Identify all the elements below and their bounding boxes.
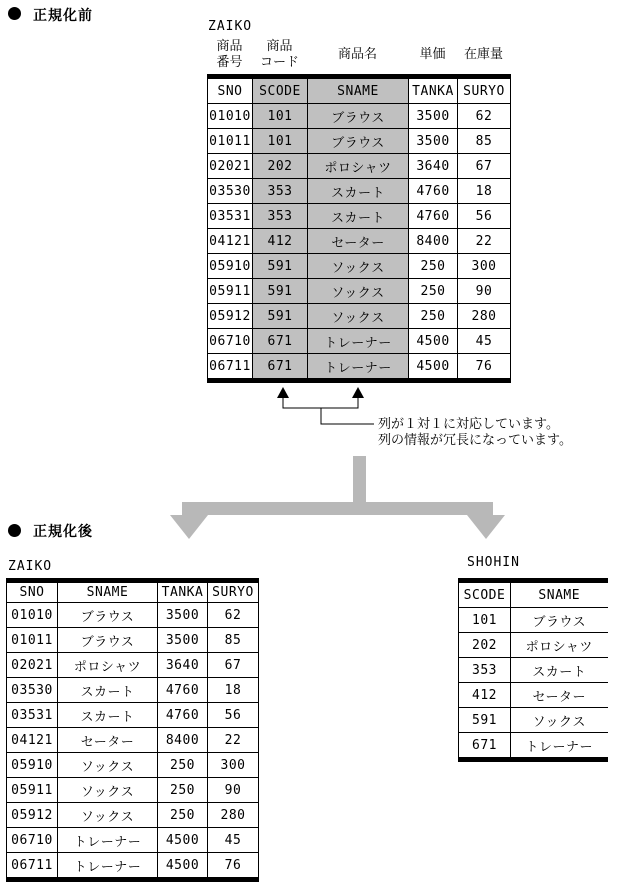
zaiko-before-grid	[207, 78, 511, 378]
table-cell: 45	[458, 329, 511, 354]
table-cell: 04121	[7, 728, 58, 753]
table-cell: スカート	[511, 658, 608, 683]
table-cell: 05912	[7, 803, 58, 828]
table-cell: ソックス	[308, 254, 409, 279]
table-cell: 85	[208, 628, 259, 653]
table-cell: スカート	[58, 703, 158, 728]
table-cell: 300	[458, 254, 511, 279]
table-cell: 62	[458, 104, 511, 129]
table-cell: 67	[458, 154, 511, 179]
table-cell: 8400	[158, 728, 208, 753]
table-cell: 4500	[409, 329, 458, 354]
table-cell: ソックス	[58, 778, 158, 803]
table-cell: 671	[253, 354, 308, 379]
table-cell: 412	[253, 229, 308, 254]
table-cell: 3500	[409, 129, 458, 154]
table-row	[7, 828, 259, 853]
table-cell: ソックス	[58, 753, 158, 778]
column-header: SNO	[7, 583, 58, 603]
table-cell: 280	[458, 304, 511, 329]
table-cell: 4760	[409, 179, 458, 204]
table-cell: 01011	[208, 129, 253, 154]
annotation-line-1: 列が１対１に対応しています。	[378, 417, 559, 432]
table-row	[208, 179, 511, 204]
table-cell: 3500	[158, 628, 208, 653]
table-row	[459, 608, 608, 633]
table-row	[208, 279, 511, 304]
table-cell: ブラウス	[308, 104, 409, 129]
table-cell: 18	[208, 678, 259, 703]
table-cell: スカート	[308, 204, 409, 229]
table-cell: 03530	[7, 678, 58, 703]
table-cell: 250	[158, 803, 208, 828]
table-cell: トレーナー	[308, 329, 409, 354]
table-cell: 4760	[409, 204, 458, 229]
table-cell: 03531	[208, 204, 253, 229]
table-cell: 90	[458, 279, 511, 304]
table-cell: 101	[253, 129, 308, 154]
table-cell: 67	[208, 653, 259, 678]
column-header: TANKA	[409, 79, 458, 104]
table-cell: 101	[459, 608, 511, 633]
table-cell: 591	[253, 254, 308, 279]
table-cell: 02021	[7, 653, 58, 678]
table-row	[7, 653, 259, 678]
table-cell: 06710	[208, 329, 253, 354]
table-cell: 62	[208, 603, 259, 628]
table-row	[208, 254, 511, 279]
table-cell: 56	[458, 204, 511, 229]
column-pointer-arrows-icon	[277, 387, 374, 424]
table-cell: 05911	[208, 279, 253, 304]
header-row	[459, 583, 608, 608]
table-cell: 85	[458, 129, 511, 154]
table-cell: トレーナー	[511, 733, 608, 758]
table-cell: 05910	[7, 753, 58, 778]
table-cell: 250	[409, 279, 458, 304]
table-cell: 250	[409, 304, 458, 329]
table-cell: 3640	[409, 154, 458, 179]
table-row	[7, 778, 259, 803]
zaiko-before-table	[207, 74, 511, 383]
table-cell: ポロシャツ	[58, 653, 158, 678]
jp-header-line: 在庫量	[463, 47, 503, 62]
table-row	[7, 603, 259, 628]
column-header: SNO	[208, 79, 253, 104]
table-row	[459, 683, 608, 708]
table-name-zaiko-before: ZAIKO	[208, 19, 253, 34]
table-cell: 353	[253, 204, 308, 229]
table-cell: 671	[459, 733, 511, 758]
table-cell: 4500	[409, 354, 458, 379]
table-cell: 300	[208, 753, 259, 778]
table-cell: 4500	[158, 853, 208, 878]
jp-header-sno	[207, 39, 252, 71]
table-cell: 202	[459, 633, 511, 658]
table-cell: ソックス	[308, 304, 409, 329]
table-cell: スカート	[308, 179, 409, 204]
table-cell: ソックス	[58, 803, 158, 828]
table-cell: トレーナー	[308, 354, 409, 379]
table-cell: 04121	[208, 229, 253, 254]
table-cell: セーター	[511, 683, 608, 708]
column-header: SNAME	[58, 583, 158, 603]
table-cell: 591	[253, 304, 308, 329]
table-cell: ポロシャツ	[308, 154, 409, 179]
table-cell: ブラウス	[58, 628, 158, 653]
table-cell: 591	[253, 279, 308, 304]
table-cell: 05911	[7, 778, 58, 803]
table-cell: 03530	[208, 179, 253, 204]
table-cell: ソックス	[308, 279, 409, 304]
table-cell: 18	[458, 179, 511, 204]
table-cell: 591	[459, 708, 511, 733]
jp-header-line: 商品	[216, 39, 243, 54]
table-name-zaiko-after: ZAIKO	[8, 559, 53, 574]
header-row	[208, 79, 511, 104]
table-cell: 45	[208, 828, 259, 853]
annotation-line-2: 列の情報が冗長になっています。	[378, 433, 572, 448]
header-row	[7, 583, 259, 603]
jp-header-tanka	[408, 47, 457, 63]
table-cell: 3640	[158, 653, 208, 678]
table-cell: スカート	[58, 678, 158, 703]
section-title-after: 正規化後	[33, 524, 93, 540]
table-row	[208, 229, 511, 254]
table-cell: 01010	[208, 104, 253, 129]
table-cell: ブラウス	[308, 129, 409, 154]
column-header: SURYO	[208, 583, 259, 603]
table-cell: 01011	[7, 628, 58, 653]
table-cell: ポロシャツ	[511, 633, 608, 658]
table-cell: 06711	[208, 354, 253, 379]
column-header: SCODE	[253, 79, 308, 104]
jp-header-scode	[252, 39, 307, 71]
column-header: TANKA	[158, 583, 208, 603]
table-cell: 06711	[7, 853, 58, 878]
jp-header-suryo	[457, 47, 510, 63]
table-cell: 4760	[158, 703, 208, 728]
table-cell: 56	[208, 703, 259, 728]
zaiko-after-grid	[6, 582, 259, 877]
jp-header-sname	[307, 47, 408, 63]
zaiko-after-table	[6, 578, 259, 882]
table-cell: 3500	[158, 603, 208, 628]
jp-column-headers	[207, 38, 510, 72]
table-cell: 22	[458, 229, 511, 254]
table-cell: ブラウス	[511, 608, 608, 633]
jp-header-line: 商品	[266, 39, 293, 54]
table-row	[208, 204, 511, 229]
bullet-icon	[8, 524, 21, 537]
table-row	[7, 753, 259, 778]
table-cell: 250	[158, 753, 208, 778]
table-row	[208, 329, 511, 354]
shohin-table	[458, 578, 608, 762]
table-cell: 76	[208, 853, 259, 878]
table-cell: 05912	[208, 304, 253, 329]
column-header: SCODE	[459, 583, 511, 608]
table-cell: セーター	[308, 229, 409, 254]
table-row	[208, 129, 511, 154]
section-title-before: 正規化前	[33, 8, 93, 24]
table-cell: 4500	[158, 828, 208, 853]
table-row	[7, 803, 259, 828]
table-row	[459, 708, 608, 733]
table-cell: トレーナー	[58, 853, 158, 878]
table-cell: 05910	[208, 254, 253, 279]
table-cell: 250	[158, 778, 208, 803]
column-header: SNAME	[511, 583, 608, 608]
table-cell: 353	[253, 179, 308, 204]
table-cell: 353	[459, 658, 511, 683]
table-cell: 02021	[208, 154, 253, 179]
table-row	[7, 853, 259, 878]
table-row	[7, 678, 259, 703]
table-cell: ブラウス	[58, 603, 158, 628]
table-row	[208, 104, 511, 129]
table-row	[7, 703, 259, 728]
table-cell: 3500	[409, 104, 458, 129]
table-row	[459, 658, 608, 683]
jp-header-line: 番号	[216, 55, 243, 70]
table-name-shohin: SHOHIN	[467, 555, 520, 570]
table-cell: 4760	[158, 678, 208, 703]
table-row	[459, 633, 608, 658]
table-row	[459, 733, 608, 758]
table-row	[7, 628, 259, 653]
column-header: SNAME	[308, 79, 409, 104]
bullet-icon	[8, 7, 21, 20]
table-row	[208, 304, 511, 329]
table-cell: 01010	[7, 603, 58, 628]
table-cell: 671	[253, 329, 308, 354]
shohin-grid	[458, 582, 608, 757]
table-cell: 8400	[409, 229, 458, 254]
table-cell: 280	[208, 803, 259, 828]
jp-header-line: 単価	[419, 47, 446, 62]
table-cell: 412	[459, 683, 511, 708]
table-row	[208, 354, 511, 379]
table-cell: 202	[253, 154, 308, 179]
table-row	[208, 154, 511, 179]
table-cell: 250	[409, 254, 458, 279]
table-row	[7, 728, 259, 753]
table-cell: 06710	[7, 828, 58, 853]
jp-header-line: コード	[259, 55, 299, 70]
table-cell: 76	[458, 354, 511, 379]
table-cell: 03531	[7, 703, 58, 728]
table-cell: 101	[253, 104, 308, 129]
column-header: SURYO	[458, 79, 511, 104]
table-cell: ソックス	[511, 708, 608, 733]
table-cell: セーター	[58, 728, 158, 753]
table-cell: トレーナー	[58, 828, 158, 853]
split-arrow-down-icon	[170, 456, 505, 539]
table-cell: 90	[208, 778, 259, 803]
table-cell: 22	[208, 728, 259, 753]
jp-header-line: 商品名	[337, 47, 377, 62]
